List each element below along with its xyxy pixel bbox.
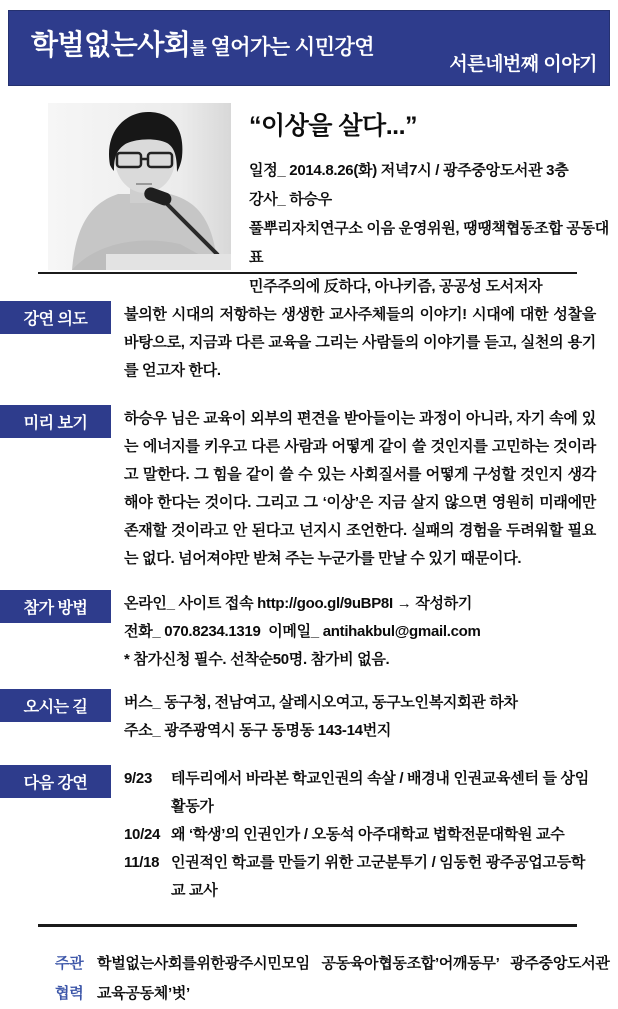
series-title-particle: 를: [190, 39, 211, 58]
lecturer-photo: [48, 103, 231, 270]
section-register-label: 참가 방법: [0, 590, 111, 623]
cooperation-organizations: 교육공동체’벗’: [97, 985, 190, 1002]
upcoming-row: [124, 765, 596, 821]
upcoming-row: [124, 849, 596, 905]
section-register-body: [124, 590, 596, 674]
lecturer-bio-1: 풀뿌리자치연구소 이음 운영위원, 땡땡책협동조합 공동대표: [249, 220, 609, 266]
section-directions-label: 오시는 길: [0, 689, 111, 722]
upcoming-desc: 인권적인 학교를 만들기 위한 고군분투기 / 임동헌 광주공업고등학교 교사: [171, 854, 586, 899]
section-intent-body: 불의한 시대의 저항하는 생생한 교사주체들의 이야기! 시대에 대한 성찰을 바탕으로, 지금과 다른 교육을 그리는 사람들의 이야기를 듣고, 실천의 용기를 얻고자 한다.: [124, 306, 596, 379]
host-organizations: 학벌없는사회를위한광주시민모임 공동육아협동조합’어깨동무’ 광주중앙도서관: [97, 955, 610, 972]
lecture-schedule: 일정_ 2014.8.26(화) 저녁7시 / 광주중앙도서관 3층: [249, 162, 569, 179]
register-online-suffix: → 작성하기: [392, 595, 473, 612]
section-preview-label: 미리 보기: [0, 405, 111, 438]
directions-bus: 버스_ 동구청, 전남여고, 살레시오여고, 동구노인복지회관 하차: [124, 694, 518, 711]
lecture-title: “이상을 살다...”: [249, 112, 418, 140]
section-directions: [0, 689, 618, 745]
host-row: [55, 949, 618, 979]
directions-address: 주소_ 광주광역시 동구 동명동 143-14번지: [124, 722, 392, 739]
episode-number: 서른네번째 이야기: [449, 54, 597, 75]
register-phone: 전화_ 070.8234.1319 이메일_: [124, 623, 323, 640]
registration-url-link[interactable]: http://goo.gl/9uBP8I: [257, 595, 393, 612]
poster-header: [8, 10, 610, 86]
upcoming-desc: 테두리에서 바라본 학교인권의 속살 / 배경내 인권교육센터 들 상임활동가: [171, 770, 589, 815]
series-title-rest: 열어가는 시민강연: [210, 36, 375, 59]
section-register: [0, 590, 618, 674]
upcoming-desc: 왜 ‘학생’의 인권인가 / 오동석 아주대학교 법학전문대학원 교수: [171, 826, 565, 843]
upcoming-date: 9/23: [124, 770, 152, 787]
section-upcoming-body: [124, 765, 596, 905]
hero-section: [48, 103, 610, 295]
cooperation-label: 협력: [55, 985, 84, 1002]
upcoming-date: 11/18: [124, 854, 160, 871]
organizers-footer: [55, 949, 618, 1009]
section-upcoming: [0, 765, 618, 905]
register-online-line: [124, 590, 596, 618]
section-preview-body: 하승우 님은 교육이 외부의 편견을 받아들이는 과정이 아니라, 자기 속에 있는 에너지를 키우고 다른 사람과 어떻게 같이 쓸 것인지를 고민하는 것이라고 말한다. 그 힘을 같이 쓸 수 있는 사회질서를 어떻게 구성할 것인지 생각해야 한다는 것이다. 그리고 그 ‘이상’은 지금 살지 않으면 영원히 미래에만 존재할 것이라고 안 된다고 넌지시 조언한다. 실패의 경험을 두려워할 필요는 없다. 넘어져야만 받쳐 주는 누군가를 만날 수 있기 때문이다.: [124, 410, 596, 567]
email-link[interactable]: antihakbul@gmail.com: [322, 623, 481, 640]
register-contact-line: [124, 618, 596, 646]
section-preview: [0, 405, 618, 573]
divider-bottom: [38, 924, 577, 927]
upcoming-row: [124, 821, 596, 849]
series-title: [31, 23, 374, 63]
lecturer-name: 강사_ 하승우: [249, 191, 332, 208]
hero-info: [249, 103, 610, 295]
lecturer-bio-2: 민주주의에 反하다, 아나키즘, 공공성 도서저자: [249, 278, 543, 295]
series-title-emphasis: 학벌없는사회: [31, 29, 191, 60]
section-directions-body: [124, 689, 596, 745]
host-label: 주관: [55, 955, 84, 972]
register-note: * 참가신청 필수. 선착순50명. 참가비 없음.: [124, 651, 390, 668]
cooperation-row: [55, 979, 618, 1009]
section-intent-label: 강연 의도: [0, 301, 111, 334]
section-upcoming-label: 다음 강연: [0, 765, 111, 798]
register-online-prefix: 온라인_ 사이트 접속: [124, 595, 258, 612]
section-intent: [0, 301, 618, 385]
upcoming-date: 10/24: [124, 826, 161, 843]
